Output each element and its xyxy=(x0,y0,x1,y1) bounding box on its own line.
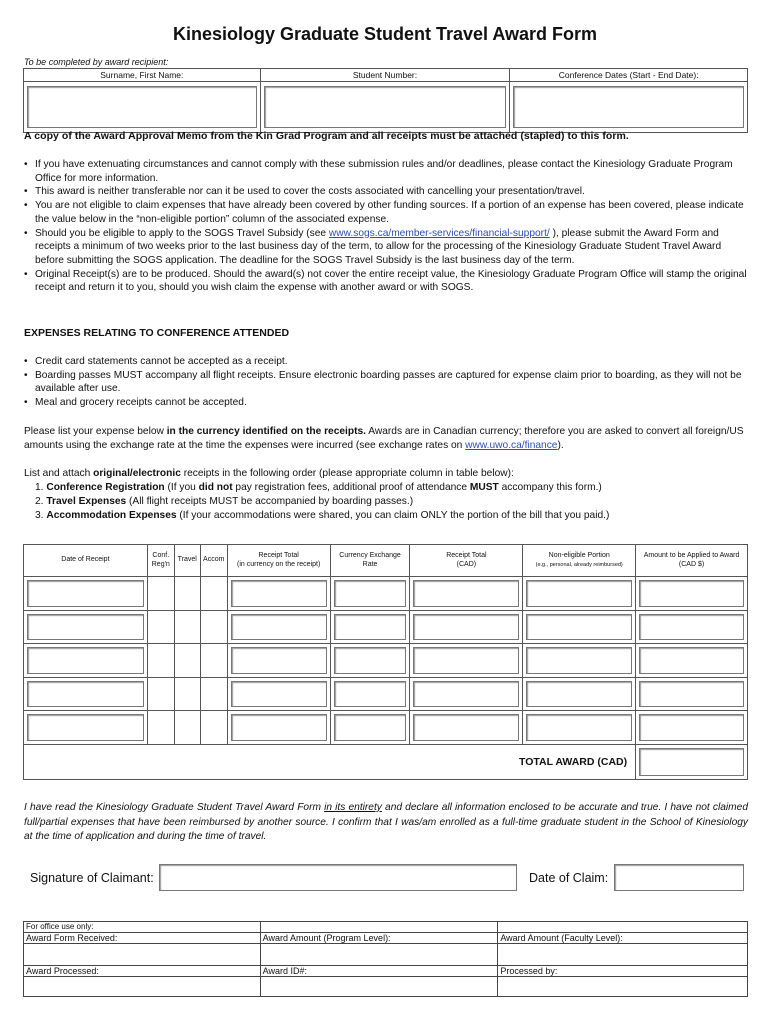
sogs-link[interactable]: www.sogs.ca/member-services/financial-support/ xyxy=(328,227,550,239)
non-eligible-field[interactable] xyxy=(526,580,632,607)
student-number-header: Student Number: xyxy=(260,69,510,82)
date-of-receipt-field[interactable] xyxy=(27,614,144,641)
travel-checkbox[interactable] xyxy=(174,577,200,611)
rule-item: • Should you be eligible to apply to the SOGS Travel Subsidy (see www.sogs.ca/member-services/financial-support/ ), please submit the Award Form and receipts a minimum of two weeks prior to the last business day of the term, to allow for the processing of the Kinesiology Graduate Student Travel Award before submitting the SOGS application. The deadline for the SOGS Travel Subsidy is the last business day of the term. xyxy=(24,227,748,268)
program-amount-label: Award Amount (Program Level): xyxy=(260,933,498,944)
accom-checkbox[interactable] xyxy=(200,677,227,711)
expense-row xyxy=(24,677,748,711)
award-id-label: Award ID#: xyxy=(260,966,498,977)
receipt-total-field[interactable] xyxy=(231,681,327,708)
receipt-total-cad-field[interactable] xyxy=(413,714,519,741)
receipt-total-cad-field[interactable] xyxy=(413,580,519,607)
exchange-rate-field[interactable] xyxy=(334,681,407,708)
recipient-info-table xyxy=(23,68,748,133)
receipt-total-field[interactable] xyxy=(231,580,327,607)
expense-row xyxy=(24,711,748,745)
exchange-rate-field[interactable] xyxy=(334,647,407,674)
receipt-total-cad-field[interactable] xyxy=(413,647,519,674)
receipt-total-field[interactable] xyxy=(231,647,327,674)
conference-dates-header: Conference Dates (Start - End Date): xyxy=(510,69,748,82)
processed-by-label: Processed by: xyxy=(498,966,748,977)
travel-checkbox[interactable] xyxy=(174,677,200,711)
travel-checkbox[interactable] xyxy=(174,711,200,745)
signature-label: Signature of Claimant: xyxy=(30,871,154,885)
name-header: Surname, First Name: xyxy=(24,69,261,82)
travel-checkbox[interactable] xyxy=(174,644,200,678)
office-use-table xyxy=(23,921,748,997)
non-eligible-field[interactable] xyxy=(526,614,632,641)
expense-rule-item: • Meal and grocery receipts cannot be accepted. xyxy=(24,396,748,410)
col-amount-applied: Amount to be Applied to Award (CAD $) xyxy=(636,545,748,577)
receipt-total-field[interactable] xyxy=(231,614,327,641)
amount-applied-field[interactable] xyxy=(639,647,744,674)
conf-regn-checkbox[interactable] xyxy=(147,677,174,711)
amount-applied-field[interactable] xyxy=(639,580,744,607)
expense-row xyxy=(24,577,748,611)
col-exchange-rate: Currency Exchange Rate xyxy=(330,545,410,577)
travel-checkbox[interactable] xyxy=(174,610,200,644)
expense-row xyxy=(24,610,748,644)
col-non-eligible: Non-eligible Portion (e.g., personal, already reimbursed) xyxy=(523,545,636,577)
currency-instructions: Please list your expense below in the currency identified on the receipts. Awards are in Canadian currency; therefore you are asked to convert all foreign/US amounts using the exchange rate at the time the expenses were incurred (see exchange rates on www.uwo.ca/finance). xyxy=(24,426,744,451)
date-of-receipt-field[interactable] xyxy=(27,647,144,674)
rule-item: • This award is neither transferable nor can it be used to cover the costs associated with cancelling your presentation/travel. xyxy=(24,185,748,199)
expense-rules xyxy=(24,355,748,410)
award-processed-label: Award Processed: xyxy=(24,966,261,977)
col-accom: Accom xyxy=(200,545,227,577)
signature-field[interactable] xyxy=(159,864,517,891)
expense-table xyxy=(23,544,748,780)
conf-regn-checkbox[interactable] xyxy=(147,577,174,611)
rule-item: • You are not eligible to claim expenses that have already been covered by other funding sources. If a portion of an expense has been covered, please indicate the value below in the “non-eligible portion” column of the associated expense. xyxy=(24,199,748,226)
conf-regn-checkbox[interactable] xyxy=(147,644,174,678)
expense-rule-item: • Credit card statements cannot be accepted as a receipt. xyxy=(24,355,748,369)
total-row xyxy=(24,744,748,779)
col-conf-regn: Conf. Reg'n xyxy=(147,545,174,577)
faculty-amount-label: Award Amount (Faculty Level): xyxy=(498,933,748,944)
award-form-received-field[interactable] xyxy=(24,944,261,966)
accom-checkbox[interactable] xyxy=(200,644,227,678)
date-of-receipt-field[interactable] xyxy=(27,681,144,708)
expense-rule-item: • Boarding passes MUST accompany all flight receipts. Ensure electronic boarding passes are captured for expense claim prior to boarding, as they will not be available after use. xyxy=(24,369,748,396)
order-item: 2. Travel Expenses (All flight receipts MUST be accompanied by boarding passes.) xyxy=(35,496,414,507)
non-eligible-field[interactable] xyxy=(526,714,632,741)
office-use-heading: For office use only: xyxy=(24,922,261,933)
total-award-field[interactable] xyxy=(639,748,744,776)
date-of-receipt-field[interactable] xyxy=(27,714,144,741)
receipt-total-cad-field[interactable] xyxy=(413,614,519,641)
conf-regn-checkbox[interactable] xyxy=(147,711,174,745)
conference-dates-field[interactable] xyxy=(513,86,744,128)
accom-checkbox[interactable] xyxy=(200,577,227,611)
non-eligible-field[interactable] xyxy=(526,681,632,708)
rule-item: • If you have extenuating circumstances and cannot comply with these submission rules and/or deadlines, please contact the Kinesiology Graduate Program Office for more information. xyxy=(24,158,748,185)
expenses-heading: EXPENSES RELATING TO CONFERENCE ATTENDED xyxy=(24,327,290,339)
memo-notice: A copy of the Award Approval Memo from the Kin Grad Program and all receipts must be attached (stapled) to this form. xyxy=(24,130,629,142)
accom-checkbox[interactable] xyxy=(200,711,227,745)
order-item: 1. Conference Registration (If you did not pay registration fees, additional proof of attendance MUST accompany this form.) xyxy=(35,482,602,493)
date-of-claim-label: Date of Claim: xyxy=(529,871,609,885)
col-receipt-total: Receipt Total (in currency on the receipt) xyxy=(227,545,330,577)
processed-by-field[interactable] xyxy=(498,977,748,997)
name-field[interactable] xyxy=(27,86,257,128)
accom-checkbox[interactable] xyxy=(200,610,227,644)
order-item: 3. Accommodation Expenses (If your accommodations were shared, you can claim ONLY the portion of the bill that you paid.) xyxy=(35,510,610,521)
submission-rules xyxy=(24,158,748,295)
page-title: Kinesiology Graduate Student Travel Award Form xyxy=(172,24,598,44)
award-form-received-label: Award Form Received: xyxy=(24,933,261,944)
col-date-of-receipt: Date of Receipt xyxy=(24,545,148,577)
receipt-total-field[interactable] xyxy=(231,714,327,741)
expense-row xyxy=(24,644,748,678)
total-award-label: TOTAL AWARD (CAD) xyxy=(24,744,636,779)
col-travel: Travel xyxy=(174,545,200,577)
faculty-amount-field[interactable] xyxy=(498,944,748,966)
amount-applied-field[interactable] xyxy=(639,614,744,641)
conf-regn-checkbox[interactable] xyxy=(147,610,174,644)
receipt-order-instructions: List and attach original/electronic receipts in the following order (please appropriate column in table below): 1. Conference Registration (If you did not pay registration fees, additional proof of attendance MUST accompany this form.) 2. Travel Expenses (All flight receipts MUST be accompanied by boarding passes.) 3. Accommodation Expenses (If your accommodations were shared, you can claim ONLY the portion of the bill that you paid.) xyxy=(24,467,748,523)
recipient-note: To be completed by award recipient: xyxy=(24,57,169,67)
award-processed-field[interactable] xyxy=(24,977,261,997)
col-receipt-total-cad: Receipt Total (CAD) xyxy=(410,545,523,577)
declaration: I have read the Kinesiology Graduate Student Travel Award Form in its entirety and declare all information enclosed to be accurate and true. I have not claimed full/partial expenses that have been reimbursed by another source. I confirm that I was/am enrolled as a full-time graduate student in the School of Kinesiology at the time of application and during the time of travel. xyxy=(24,802,748,842)
date-of-claim-field[interactable] xyxy=(614,864,744,891)
exchange-rates-link[interactable]: www.uwo.ca/finance xyxy=(465,440,558,451)
rule-item: • Original Receipt(s) are to be produced. Should the award(s) not cover the entire receipt value, the Kinesiology Graduate Program Office will stamp the original receipt and return it to you, should you wish claim the expense with another award or with SOGS. xyxy=(24,268,748,295)
date-of-receipt-field[interactable] xyxy=(27,580,144,607)
exchange-rate-field[interactable] xyxy=(334,614,407,641)
amount-applied-field[interactable] xyxy=(639,714,744,741)
amount-applied-field[interactable] xyxy=(639,681,744,708)
exchange-rate-field[interactable] xyxy=(334,714,407,741)
receipt-order-list xyxy=(35,481,748,523)
non-eligible-field[interactable] xyxy=(526,647,632,674)
receipt-total-cad-field[interactable] xyxy=(413,681,519,708)
student-number-field[interactable] xyxy=(264,86,507,128)
program-amount-field[interactable] xyxy=(260,944,498,966)
exchange-rate-field[interactable] xyxy=(334,580,407,607)
award-id-field[interactable] xyxy=(260,977,498,997)
